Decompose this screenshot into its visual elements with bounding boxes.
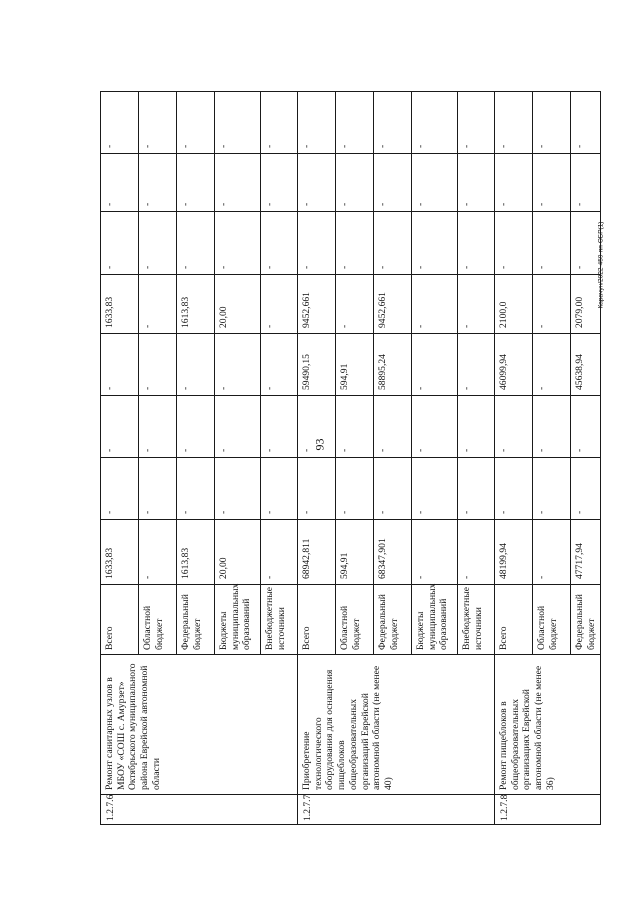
- year-value-cell: -: [412, 334, 458, 396]
- year-value-cell: -: [533, 275, 571, 334]
- year-value-cell: -: [571, 154, 601, 212]
- year-value-cell: 594,91: [336, 334, 374, 396]
- funding-source: Всего: [101, 585, 139, 655]
- item-name: Ремонт пищеблоков в общеобразовательных организациях Еврейской автономной области (не менее 36): [495, 655, 601, 795]
- funding-source: Федеральный бюджет: [177, 585, 215, 655]
- year-value-cell: -: [458, 154, 495, 212]
- year-value-cell: -: [412, 92, 458, 154]
- year-value-cell: -: [261, 275, 298, 334]
- year-value-cell: -: [101, 334, 139, 396]
- total-value-cell: -: [139, 520, 177, 585]
- year-value-cell: 9452,661: [298, 275, 336, 334]
- year-value-cell: -: [177, 334, 215, 396]
- year-value-cell: -: [458, 334, 495, 396]
- year-value-cell: -: [139, 154, 177, 212]
- item-name: Приобретение технологического оборудования для оснащения пищеблоков общеобразовательных организаций Еврейской автономной области (не менее 40): [298, 655, 495, 795]
- total-value-cell: -: [458, 520, 495, 585]
- year-value-cell: -: [374, 92, 412, 154]
- year-value-cell: -: [458, 458, 495, 520]
- funding-source: Областной бюджет: [139, 585, 177, 655]
- year-value-cell: -: [412, 154, 458, 212]
- year-value-cell: -: [533, 396, 571, 458]
- total-value-cell: -: [412, 520, 458, 585]
- funding-source: Бюджеты муниципальных образований: [412, 585, 458, 655]
- year-value-cell: 2100,0: [495, 275, 533, 334]
- year-value-cell: -: [336, 154, 374, 212]
- funding-source: Всего: [298, 585, 336, 655]
- year-value-cell: -: [177, 458, 215, 520]
- total-value-cell: 594,91: [336, 520, 374, 585]
- year-value-cell: -: [215, 154, 261, 212]
- total-value-cell: 1633,83: [101, 520, 139, 585]
- year-value-cell: -: [495, 458, 533, 520]
- year-value-cell: -: [495, 154, 533, 212]
- total-value-cell: 48199,94: [495, 520, 533, 585]
- year-value-cell: -: [412, 275, 458, 334]
- year-value-cell: -: [533, 92, 571, 154]
- margin-note-text: Карачун/2022-459-пп-ОБР(1): [597, 221, 605, 309]
- total-value-cell: 1613,83: [177, 520, 215, 585]
- year-value-cell: -: [571, 212, 601, 275]
- funding-source: Бюджеты муниципальных образований: [215, 585, 261, 655]
- budget-table: [100, 24, 601, 825]
- year-value-cell: -: [458, 92, 495, 154]
- year-value-cell: -: [495, 92, 533, 154]
- year-value-cell: -: [458, 396, 495, 458]
- page-number: 93: [312, 438, 327, 451]
- year-value-cell: -: [139, 212, 177, 275]
- year-value-cell: -: [571, 396, 601, 458]
- year-value-cell: -: [298, 212, 336, 275]
- year-value-cell: -: [215, 92, 261, 154]
- item-number: 1.2.7.8: [495, 795, 601, 825]
- year-value-cell: -: [139, 396, 177, 458]
- year-value-cell: -: [101, 154, 139, 212]
- year-value-cell: -: [101, 458, 139, 520]
- year-value-cell: 2079,00: [571, 275, 601, 334]
- year-value-cell: -: [215, 334, 261, 396]
- year-value-cell: -: [458, 275, 495, 334]
- year-value-cell: -: [215, 396, 261, 458]
- year-value-cell: 45638,94: [571, 334, 601, 396]
- year-value-cell: -: [336, 275, 374, 334]
- year-value-cell: -: [336, 396, 374, 458]
- item-number: 1.2.7.6: [101, 795, 298, 825]
- year-value-cell: 1613,83: [177, 275, 215, 334]
- funding-source: Всего: [495, 585, 533, 655]
- year-value-cell: -: [177, 212, 215, 275]
- year-value-cell: -: [298, 154, 336, 212]
- year-value-cell: 59490,15: [298, 334, 336, 396]
- year-value-cell: -: [458, 212, 495, 275]
- year-value-cell: -: [261, 92, 298, 154]
- year-value-cell: -: [215, 212, 261, 275]
- total-value-cell: 20,00: [215, 520, 261, 585]
- year-value-cell: -: [533, 212, 571, 275]
- year-value-cell: -: [298, 396, 336, 458]
- total-value-cell: 68942,811: [298, 520, 336, 585]
- table-row: [495, 25, 533, 825]
- year-value-cell: 46099,94: [495, 334, 533, 396]
- year-value-cell: -: [495, 396, 533, 458]
- year-value-cell: -: [261, 212, 298, 275]
- table-row: [298, 25, 336, 825]
- year-value-cell: -: [177, 154, 215, 212]
- year-value-cell: -: [139, 92, 177, 154]
- year-value-cell: -: [139, 334, 177, 396]
- year-value-cell: 20,00: [215, 275, 261, 334]
- year-value-cell: -: [261, 396, 298, 458]
- year-value-cell: -: [374, 212, 412, 275]
- year-value-cell: -: [412, 458, 458, 520]
- year-value-cell: -: [215, 458, 261, 520]
- year-value-cell: -: [336, 458, 374, 520]
- funding-source: Областной бюджет: [336, 585, 374, 655]
- item-name: Ремонт санитарных узлов в МБОУ «СОШ с. Амурзет» Октябрьского муниципального района Еврейской автономной области: [101, 655, 298, 795]
- total-value-cell: 68347,901: [374, 520, 412, 585]
- year-value-cell: -: [374, 458, 412, 520]
- year-value-cell: -: [336, 212, 374, 275]
- year-value-cell: -: [261, 154, 298, 212]
- funding-source: Внебюджетные источники: [261, 585, 298, 655]
- year-value-cell: -: [374, 396, 412, 458]
- table-row: [101, 25, 139, 825]
- year-value-cell: -: [298, 92, 336, 154]
- item-number: 1.2.7.7: [298, 795, 495, 825]
- funding-source: Федеральный бюджет: [374, 585, 412, 655]
- year-value-cell: -: [261, 458, 298, 520]
- year-value-cell: -: [412, 396, 458, 458]
- funding-source: Федеральный бюджет: [571, 585, 601, 655]
- year-value-cell: -: [336, 92, 374, 154]
- year-value-cell: -: [412, 212, 458, 275]
- table-body: [101, 25, 601, 825]
- total-value-cell: -: [533, 520, 571, 585]
- year-value-cell: 9452,661: [374, 275, 412, 334]
- year-value-cell: -: [139, 458, 177, 520]
- year-value-cell: -: [495, 212, 533, 275]
- year-value-cell: -: [177, 92, 215, 154]
- year-value-cell: -: [177, 396, 215, 458]
- year-value-cell: -: [374, 154, 412, 212]
- year-value-cell: -: [261, 334, 298, 396]
- year-value-cell: -: [571, 92, 601, 154]
- year-value-cell: -: [101, 92, 139, 154]
- year-value-cell: -: [101, 396, 139, 458]
- year-value-cell: -: [533, 154, 571, 212]
- year-value-cell: -: [533, 458, 571, 520]
- year-value-cell: -: [298, 458, 336, 520]
- year-value-cell: 1633,83: [101, 275, 139, 334]
- year-value-cell: -: [571, 458, 601, 520]
- table-wrap: [100, 65, 597, 825]
- year-value-cell: 58895,24: [374, 334, 412, 396]
- year-value-cell: -: [101, 212, 139, 275]
- total-value-cell: 47717,94: [571, 520, 601, 585]
- year-value-cell: -: [139, 275, 177, 334]
- funding-source: Внебюджетные источники: [458, 585, 495, 655]
- funding-source: Областной бюджет: [533, 585, 571, 655]
- total-value-cell: -: [261, 520, 298, 585]
- year-value-cell: -: [533, 334, 571, 396]
